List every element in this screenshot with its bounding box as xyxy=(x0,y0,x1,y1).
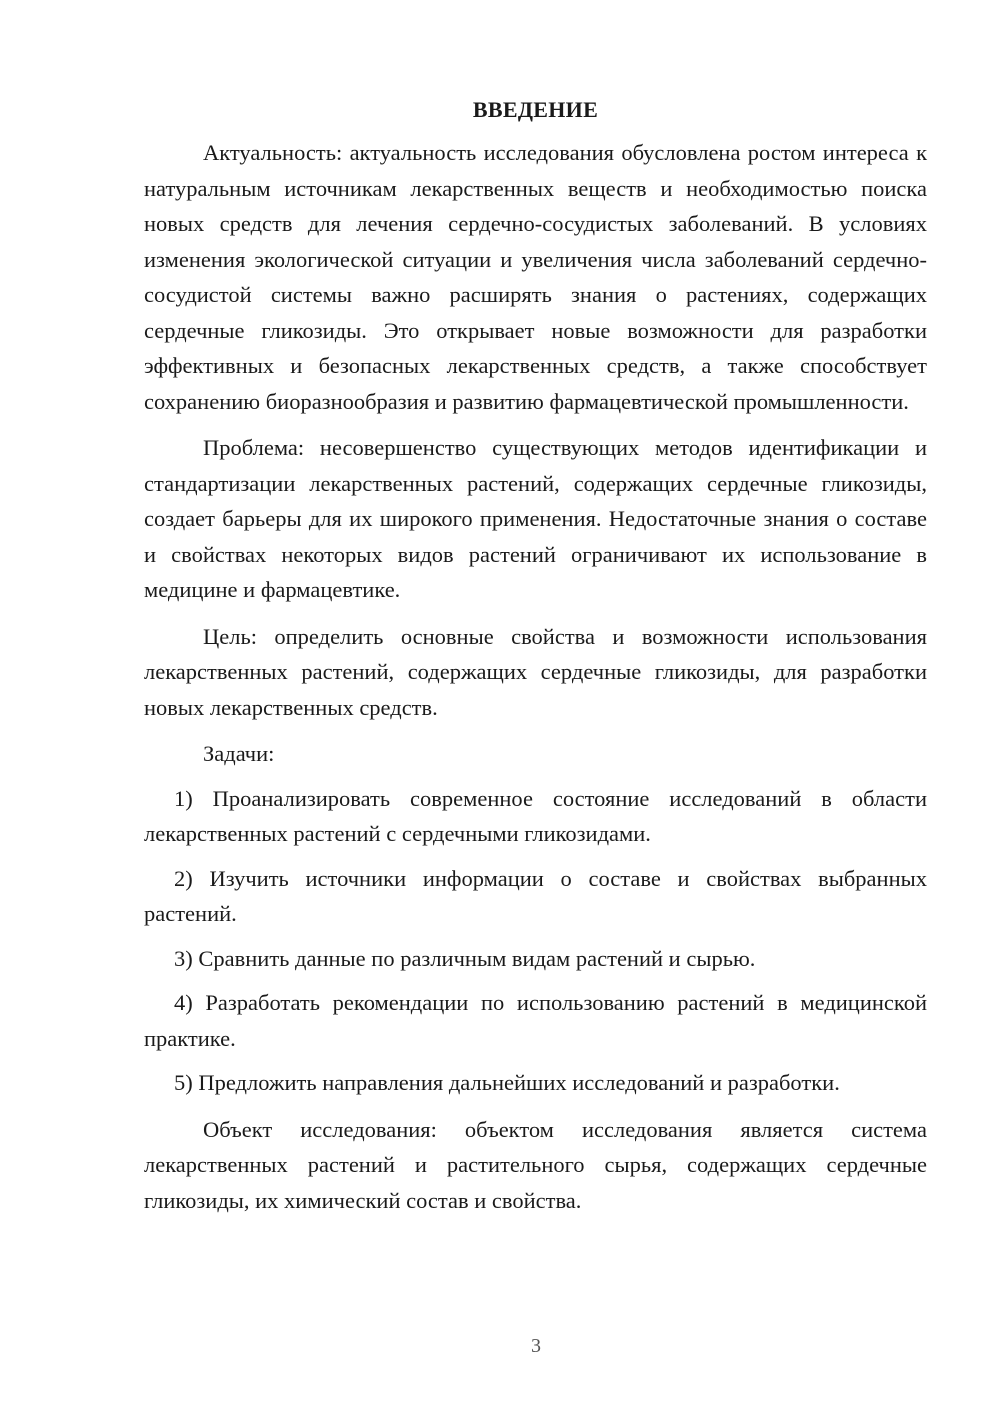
task-item-1: 1) Проанализировать современное состояние исследований в области лекарственных растений с сердечными гликозидами. xyxy=(144,785,927,846)
paragraph-problem: Проблема: несовершенство существующих методов идентификации и стандартизации лекарственных растений, содержащих сердечные гликозиды, создает барьеры для их широкого применения. Недостаточные знания о составе и свойствах некоторых видов растений ограничивают их использование в медицине и фармацевтике. xyxy=(144,435,927,602)
tasks-label: Задачи: xyxy=(203,741,275,766)
paragraph-relevance: Актуальность: актуальность исследования обусловлена ростом интереса к натуральным источникам лекарственных веществ и необходимостью поиска новых средств для лечения сердечно-сосудистых заболеваний. В условиях изменения экологической ситуации и увеличения числа заболеваний сердечно-сосудистой системы важно расширять знания о растениях, содержащих сердечные гликозиды. Это открывает новые возможности для разработки эффективных и безопасных лекарственных средств, а также способствует сохранению биоразнообразия и развитию фармацевтической промышленности. xyxy=(144,140,927,414)
page-number: 3 xyxy=(531,1335,541,1357)
task-item-5: 5) Предложить направления дальнейших исследований и разработки. xyxy=(174,1070,840,1095)
paragraph-goal: Цель: определить основные свойства и возможности использования лекарственных растений, содержащих сердечные гликозиды, для разработки новых лекарственных средств. xyxy=(144,623,927,720)
task-item-4: 4) Разработать рекомендации по использованию растений в медицинской практике. xyxy=(144,990,927,1051)
paragraph-object: Объект исследования: объектом исследования является система лекарственных растений и растительного сырья, содержащих сердечные гликозиды, их химический состав и свойства. xyxy=(144,1116,927,1213)
page-title: ВВЕДЕНИЕ xyxy=(472,97,599,122)
task-item-2: 2) Изучить источники информации о составе и свойствах выбранных растений. xyxy=(144,865,927,926)
task-item-3: 3) Сравнить данные по различным видам растений и сырью. xyxy=(174,945,756,971)
document-page xyxy=(144,95,927,1218)
